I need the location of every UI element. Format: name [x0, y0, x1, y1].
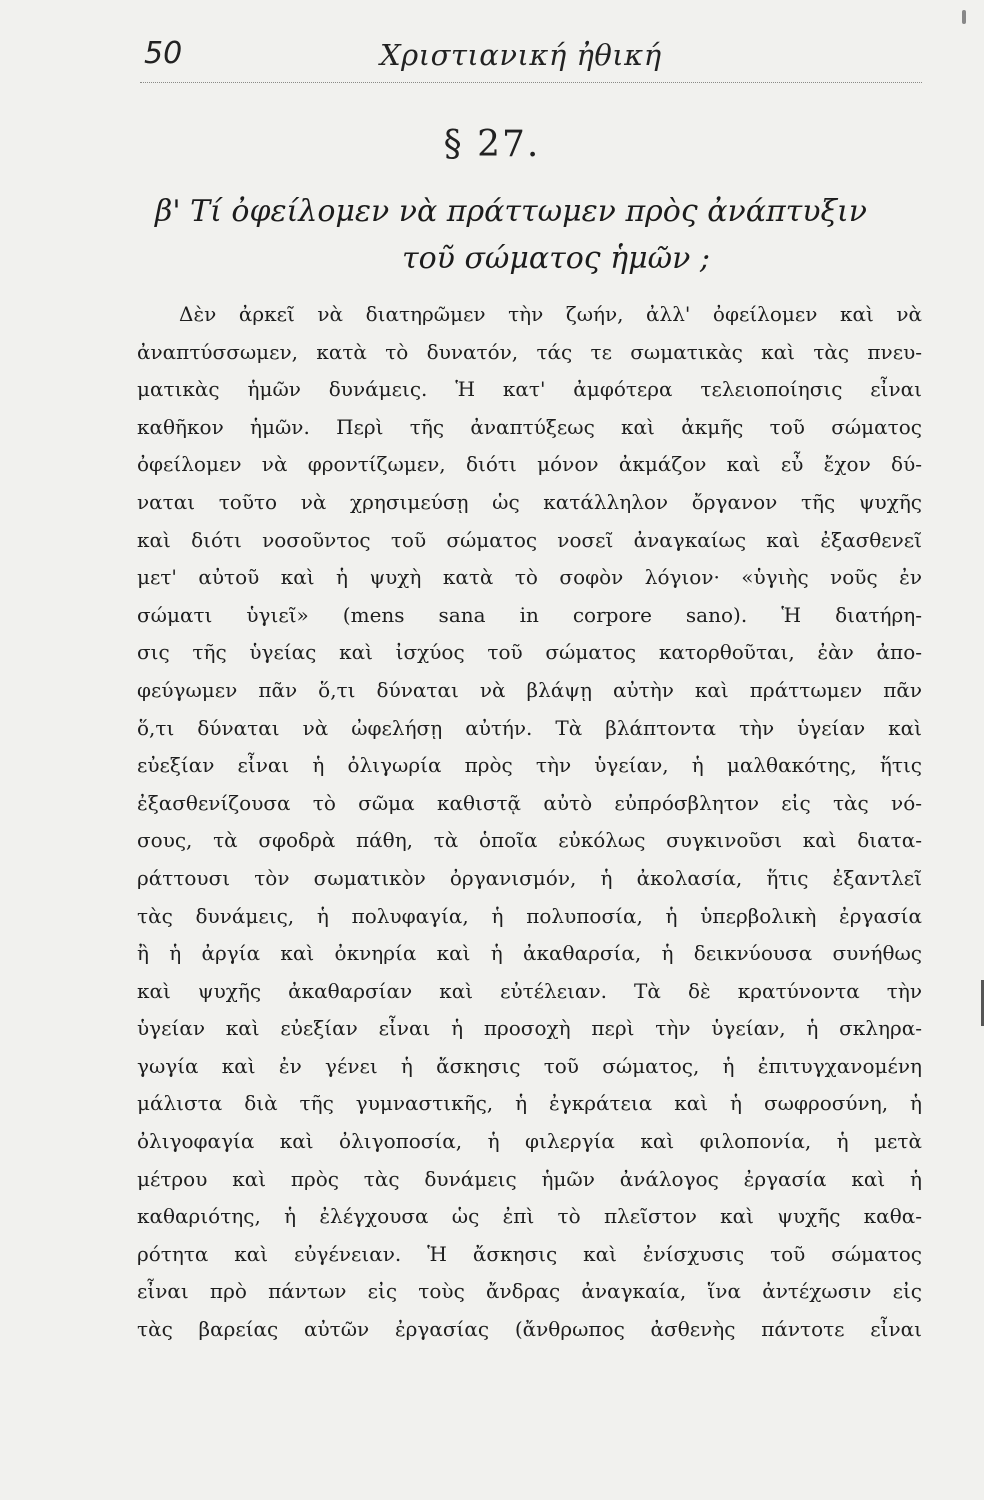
body-paragraph [137, 296, 922, 1349]
text-line: ὑγείαν καὶ εὐεξίαν εἶναι ἡ προσοχὴ περὶ τὴν ὑγείαν, ἡ σκληρα- [137, 1016, 922, 1041]
text-line: ναται τοῦτο νὰ χρησιμεύσῃ ὡς κατάλληλον ὄργανον τῆς ψυχῆς [137, 489, 922, 514]
section-title [140, 188, 922, 282]
text-line: ράττουσι τὸν σωματικὸν ὀργανισμόν, ἡ ἀκολασία, ἥτις ἐξαντλεῖ [137, 865, 922, 890]
running-head [140, 32, 922, 83]
text-line: καθῆκον ἡμῶν. Περὶ τῆς ἀναπτύξεως καὶ ἀκμῆς τοῦ σώματος [137, 414, 922, 439]
text-line: ὀφείλομεν νὰ φροντίζωμεν, διότι μόνον ἀκμάζον καὶ εὖ ἔχον δύ- [137, 452, 922, 477]
text-line: καὶ ψυχῆς ἀκαθαρσίαν καὶ εὐτέλειαν. Τὰ δὲ κρατύνοντα τὴν [137, 978, 922, 1003]
text-line: σους, τὰ σφοδρὰ πάθη, τὰ ὁποῖα εὐκόλως συγκινοῦσι καὶ διατα- [137, 828, 922, 853]
text-line: ἐξασθενίζουσα τὸ σῶμα καθιστᾷ αὐτὸ εὐπρόσβλητον εἰς τὰς νό- [137, 790, 922, 815]
text-line: εὐεξίαν εἶναι ἡ ὀλιγωρία πρὸς τὴν ὑγείαν, ἡ μαλθακότης, ἥτις [137, 753, 922, 778]
text-line: φεύγωμεν πᾶν ὅ,τι δύναται νὰ βλάψῃ αὐτὴν καὶ πράττωμεν πᾶν [137, 677, 922, 702]
text-line: ματικὰς ἡμῶν δυνάμεις. Ἡ κατ' ἀμφότερα τελειοποίησις εἶναι [137, 377, 922, 402]
scan-edge-mark [962, 10, 966, 24]
text-line: τὰς δυνάμεις, ἡ πολυφαγία, ἡ πολυποσία, ἡ ὑπερβολικὴ ἐργασία [137, 903, 922, 928]
text-line: καὶ διότι νοσοῦντος τοῦ σώματος νοσεῖ ἀναγκαίως καὶ ἐξασθενεῖ [137, 527, 922, 552]
text-line: ἢ ἡ ἀργία καὶ ὀκνηρία καὶ ἡ ἀκαθαρσία, ἡ δεικνύουσα συνήθως [137, 941, 922, 966]
section-title-line-2: τοῦ σώματος ἡμῶν ; [402, 241, 710, 276]
text-line: ὀλιγοφαγία καὶ ὀλιγοποσία, ἡ φιλεργία καὶ φιλοπονία, ἡ μετὰ [137, 1129, 922, 1154]
text-line: καθαριότης, ἡ ἐλέγχουσα ὡς ἐπὶ τὸ πλεῖστον καὶ ψυχῆς καθα- [137, 1204, 922, 1229]
page-number: 50 [144, 36, 183, 71]
text-line: τὰς βαρείας αὐτῶν ἐργασίας (ἄνθρωπος ἀσθενὴς πάντοτε εἶναι [137, 1317, 922, 1342]
text-line: ὅ,τι δύναται νὰ ὠφελήσῃ αὐτήν. Τὰ βλάπτοντα τὴν ὑγείαν καὶ [137, 715, 922, 740]
text-line: ἀναπτύσσωμεν, κατὰ τὸ δυνατόν, τάς τε σωματικὰς καὶ τὰς πνευ- [137, 339, 922, 364]
text-line: γωγία καὶ ἐν γένει ἡ ἄσκησις τοῦ σώματος, ἡ ἐπιτυγχανομένη [137, 1053, 922, 1078]
text-line: σώματι ὑγιεῖ» (mens sana in corpore sano). Ἡ διατήρη- [137, 602, 922, 627]
text-line: σις τῆς ὑγείας καὶ ἰσχύος τοῦ σώματος κατορθοῦται, ἐὰν ἀπο- [137, 640, 922, 665]
section-number: § 27. [443, 124, 541, 165]
text-line: εἶναι πρὸ πάντων εἰς τοὺς ἄνδρας ἀναγκαία, ἵνα ἀντέχωσιν εἰς [137, 1279, 922, 1304]
text-line: μάλιστα διὰ τῆς γυμναστικῆς, ἡ ἐγκράτεια καὶ ἡ σωφροσύνη, ἡ [137, 1091, 922, 1116]
text-line: ρότητα καὶ εὐγένειαν. Ἡ ἄσκησις καὶ ἐνίσχυσις τοῦ σώματος [137, 1241, 922, 1266]
section-title-line-1: β' Τί ὀφείλομεν νὰ πράττωμεν πρὸς ἀνάπτυξιν [154, 194, 868, 229]
running-title: Χριστιανική ἠθική [380, 38, 662, 72]
text-line: Δὲν ἀρκεῖ νὰ διατηρῶμεν τὴν ζωήν, ἀλλ' ὀφείλομεν καὶ νὰ [179, 302, 922, 326]
text-line: μετ' αὐτοῦ καὶ ἡ ψυχὴ κατὰ τὸ σοφὸν λόγιον· «ὑγιὴς νοῦς ἐν [137, 565, 922, 590]
text-line: μέτρου καὶ πρὸς τὰς δυνάμεις ἡμῶν ἀνάλογος ἐργασία καὶ ἡ [137, 1166, 922, 1191]
